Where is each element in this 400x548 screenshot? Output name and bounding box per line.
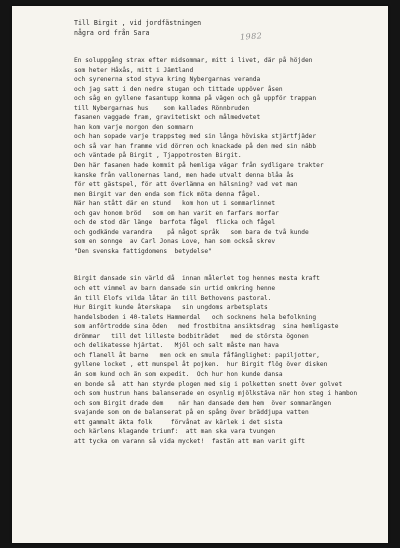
text-line: och ett vimmel av barn dansade sin urtid omkring henne	[74, 285, 276, 293]
text-line: till Nybergarnas hus som kallades Rönnbruden	[74, 104, 250, 112]
text-line: och såg en gyllene fasantupp komma på vägen och gå uppför trappan	[74, 95, 317, 103]
text-line: och syrenerna stod styva kring Nybergarnas veranda	[74, 76, 261, 84]
text-line: och som Birgit drade dem när han dansade dem hem över sommarängen	[74, 399, 332, 407]
text-line: och de stod där länge barfota fågel flicka och fågel	[74, 219, 276, 227]
stanza-1	[74, 56, 392, 256]
text-line: en bonde så att han styrde plogen med sig i polketten snett över golvet	[74, 380, 343, 388]
text-line: han kom varje morgon den sommarn	[74, 123, 194, 131]
letter-heading	[74, 18, 392, 38]
text-line: handelsboden i 40-talets Hammerdal och socknens hela befolkning	[74, 313, 317, 321]
text-line: än till Elofs vilda låtar än till Bethovens pastoral.	[74, 294, 272, 302]
text-line: och godkände varandra på något språk som bara de två kunde	[74, 228, 309, 236]
text-line: och han sopade varje trappsteg med sin långa höviska stjärtfjäder	[74, 133, 317, 141]
text-line: och gav honom bröd som om han varit en farfars morfar	[74, 209, 279, 217]
text-line: och delikatesse hjärtat. Mjöl och salt måste man hava	[74, 342, 279, 350]
text-line: att tycka om varann så vida mycket! fastän att man varit gift	[74, 437, 305, 445]
text-line: När han stått där en stund kom hon ut i sommarlinnet	[74, 200, 276, 208]
stanza-2	[74, 274, 392, 446]
text-line: och jag satt i den nedre stugan och tittade uppöver åsen	[74, 85, 283, 93]
text-line: drömmar till det lilleste bodbiträdet med de största ögonen	[74, 332, 309, 340]
handwritten-year-note: 1982	[239, 31, 263, 42]
letter-body	[74, 18, 392, 446]
text-line: för ett gästspel, för att överlämna en hälsning? vad vet man	[74, 181, 298, 189]
text-line: ett gammalt äkta folk förvånat av kärlek i det sista	[74, 418, 283, 426]
text-line: fasanen vaggade fram, gravitetiskt och målmedvetet	[74, 114, 261, 122]
text-line: Hur Birgit kunde återskapa sin ungdoms arbetsplats	[74, 304, 268, 312]
text-line: och som hustrun hans balanserade en osynlig mjölkstäva när hon steg i hambon	[74, 390, 358, 398]
text-line: kanske från vallonernas land, men hade utvalt denna blåa ås	[74, 171, 294, 179]
text-line: svajande som om de balanserat på en spång över bräddjupa vatten	[74, 409, 309, 417]
letter-title: Till Birgit , vid jordfästningen	[74, 19, 202, 27]
text-line: men Birgit var den enda som fick möta denna fågel.	[74, 190, 261, 198]
letter-subtitle: några ord från Sara	[74, 29, 150, 37]
text-line: och så var han framme vid dörren och knackade på den med sin näbb	[74, 142, 317, 150]
document-page	[12, 6, 388, 543]
text-line: och väntade på Birgit , Tjappotrosten Birgit.	[74, 152, 242, 160]
text-line: En soluppgång strax efter midsommar, mitt i livet, där på höjden	[74, 57, 313, 64]
text-line: som anförtrodde sina öden med frostbitna ansiktsdrag sina hemligaste	[74, 323, 339, 331]
text-line: Birgit dansade sin värld då innan målerlet tog hennes mesta kraft	[74, 275, 320, 283]
text-line: gyllene locket , ett munspel åt pojken. hur Birgit flög över disken	[74, 361, 328, 369]
text-line: och kärlens klagande triumf: att man ska vara tvungen	[74, 428, 276, 436]
text-line: Den här fasanen hade kommit på hemliga vägar från sydligare trakter	[74, 162, 324, 170]
text-line: som heter Håxås, mitt i Jämtland	[74, 66, 194, 74]
text-line: och flanell åt barne men ock en smula fåfänglighet: papiljotter,	[74, 351, 320, 359]
text-line: "Den svenska fattigdomens betydelse"	[74, 247, 212, 255]
text-line: som en sonnge av Carl Jonas Love, han som också skrev	[74, 238, 276, 246]
text-line: än som kund och än som expedit. Och hur hon kunde dansa	[74, 370, 283, 378]
